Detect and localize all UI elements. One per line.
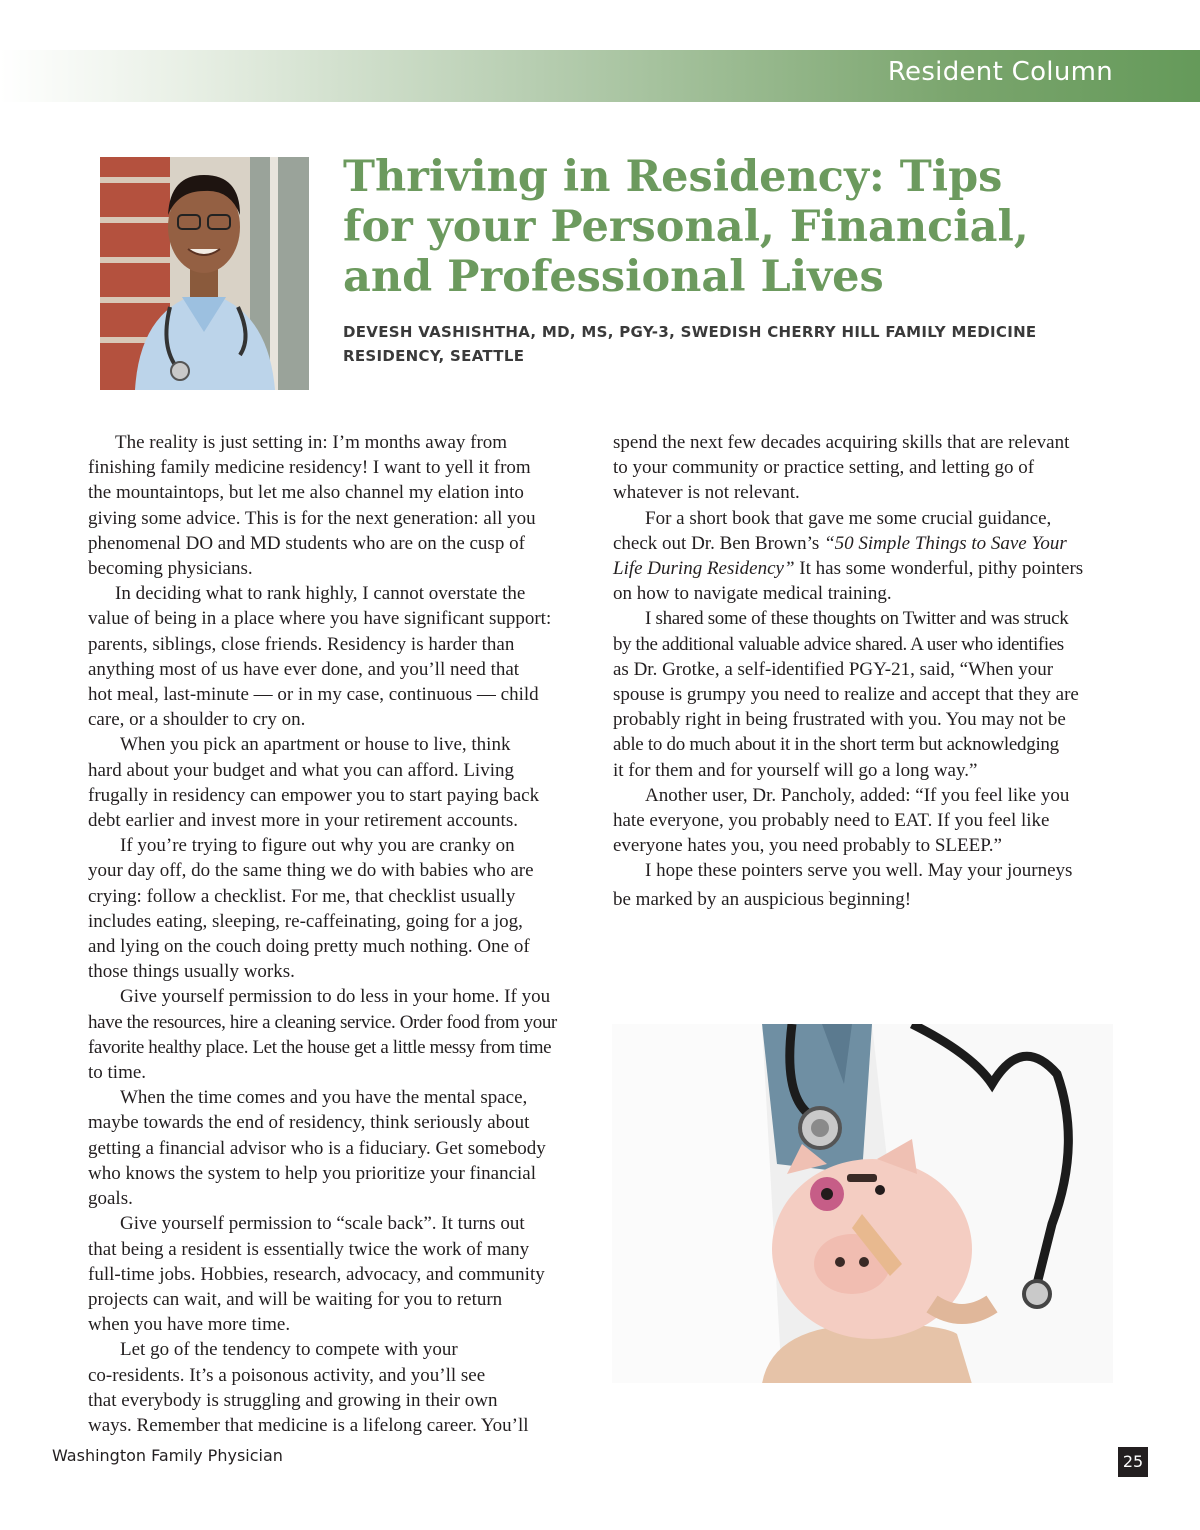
page-number: 25 xyxy=(1118,1447,1148,1477)
body-line: spouse is grumpy you need to realize and accept that they are xyxy=(613,684,1079,706)
body-line: when you have more time. xyxy=(88,1314,291,1336)
body-line: In deciding what to rank highly, I cannot overstate the xyxy=(115,583,526,605)
section-banner xyxy=(0,50,1200,102)
body-line: I hope these pointers serve you well. May your journeys xyxy=(645,860,1073,882)
body-line: be marked by an auspicious beginning! xyxy=(613,888,912,910)
body-line: who knows the system to help you prioritize your financial xyxy=(88,1162,536,1184)
body-line: frugally in residency can empower you to start paying back xyxy=(88,784,540,806)
body-line: care, or a shoulder to cry on. xyxy=(88,709,306,731)
body-line xyxy=(613,531,1113,556)
body-line: everyone hates you, you need probably to SLEEP.” xyxy=(613,835,1002,857)
body-line: giving some advice. This is for the next generation: all you xyxy=(88,507,536,529)
body-line: by the additional valuable advice shared. A user who identifies xyxy=(613,633,1064,655)
body-line: debt earlier and invest more in your retirement accounts. xyxy=(88,810,518,832)
body-line: hard about your budget and what you can afford. Living xyxy=(88,759,514,781)
article-column-left xyxy=(88,430,588,1438)
body-line: hate everyone, you probably need to EAT. If you feel like xyxy=(613,810,1050,832)
doctor-with-piggy-bank-image xyxy=(612,1024,1113,1383)
article-byline: DEVESH VASHISHTHA, MD, MS, PGY-3, SWEDISH CHERRY HILL FAMILY MEDICINE RESIDENCY, SEATTLE xyxy=(343,323,1037,365)
body-line: it for them and for yourself will go a long way.” xyxy=(613,759,978,781)
body-line: If you’re trying to figure out why you are cranky on xyxy=(120,835,515,857)
body-line: I shared some of these thoughts on Twitter and was struck xyxy=(645,608,1069,630)
body-line: favorite healthy place. Let the house get a little messy from time xyxy=(88,1036,552,1058)
body-line: finishing family medicine residency! I want to yell it from xyxy=(88,457,531,479)
body-line: spend the next few decades acquiring skills that are relevant xyxy=(613,432,1070,453)
body-line: that everybody is struggling and growing in their own xyxy=(88,1389,498,1411)
body-line: projects can wait, and will be waiting for you to return xyxy=(88,1288,503,1310)
body-line: value of being in a place where you have significant support: xyxy=(88,608,552,630)
body-line: able to do much about it in the short term but acknowledging xyxy=(613,734,1059,756)
body-line: anything most of us have ever done, and you’ll need that xyxy=(88,658,520,680)
article-column-right xyxy=(613,430,1113,912)
body-line: co-residents. It’s a poisonous activity, and you’ll see xyxy=(88,1364,486,1386)
body-line: parents, siblings, close friends. Residency is harder than xyxy=(88,633,515,655)
body-line: on how to navigate medical training. xyxy=(613,583,892,605)
body-line: as Dr. Grotke, a self-identified PGY-21, said, “When your xyxy=(613,658,1054,680)
body-line: The reality is just setting in: I’m months away from xyxy=(115,432,508,453)
body-line: to your community or practice setting, and letting go of xyxy=(613,457,1035,479)
body-line: probably right in being frustrated with you. You may not be xyxy=(613,709,1066,731)
body-line: those things usually works. xyxy=(88,961,295,983)
body-line: have the resources, hire a cleaning service. Order food from your xyxy=(88,1011,557,1033)
body-line: and lying on the couch doing pretty much nothing. One of xyxy=(88,936,530,958)
body-line: Give yourself permission to do less in your home. If you xyxy=(120,986,551,1008)
publication-name: Washington Family Physician xyxy=(52,1446,283,1465)
piggy-bank-photo xyxy=(612,1024,1113,1383)
body-line: For a short book that gave me some crucial guidance, xyxy=(645,507,1052,529)
body-line: full-time jobs. Hobbies, research, advocacy, and community xyxy=(88,1263,545,1285)
book-title: Life During Residency” xyxy=(613,558,795,580)
body-text: It has some wonderful, pithy pointers xyxy=(794,558,1084,580)
author-portrait-image xyxy=(100,157,309,390)
body-line: getting a financial advisor who is a fiduciary. Get somebody xyxy=(88,1137,546,1159)
body-line: crying: follow a checklist. For me, that checklist usually xyxy=(88,885,516,907)
body-line: maybe towards the end of residency, think seriously about xyxy=(88,1112,530,1134)
body-line: includes eating, sleeping, re-caffeinating, going for a jog, xyxy=(88,910,523,932)
body-line: phenomenal DO and MD students who are on the cusp of xyxy=(88,532,525,554)
body-line: hot meal, last-minute — or in my case, continuous — child xyxy=(88,684,539,706)
body-line: becoming physicians. xyxy=(88,558,253,580)
book-title: “50 Simple Things to Save Your xyxy=(824,532,1067,554)
body-line: Let go of the tendency to compete with your xyxy=(120,1339,458,1361)
body-line: to time. xyxy=(88,1062,147,1084)
body-line: the mountaintops, but let me also channel my elation into xyxy=(88,482,524,504)
body-line: your day off, do the same thing we do with babies who are xyxy=(88,860,534,882)
body-line: Another user, Dr. Pancholy, added: “If you feel like you xyxy=(645,784,1070,806)
body-line: When the time comes and you have the mental space, xyxy=(120,1087,528,1109)
body-line: goals. xyxy=(88,1188,133,1210)
body-line: ways. Remember that medicine is a lifelong career. You’ll xyxy=(88,1414,529,1436)
author-photo xyxy=(100,157,309,390)
body-line: whatever is not relevant. xyxy=(613,482,800,504)
body-line: When you pick an apartment or house to live, think xyxy=(120,734,511,756)
body-line xyxy=(613,556,1113,581)
section-label: Resident Column xyxy=(887,57,1113,87)
article-title: Thriving in Residency: Tips for your Personal, Financial, and Professional Lives xyxy=(343,152,1029,302)
body-text: check out Dr. Ben Brown’s xyxy=(613,532,825,554)
body-line: that being a resident is essentially twice the work of many xyxy=(88,1238,530,1260)
body-line: Give yourself permission to “scale back”. It turns out xyxy=(120,1213,525,1235)
